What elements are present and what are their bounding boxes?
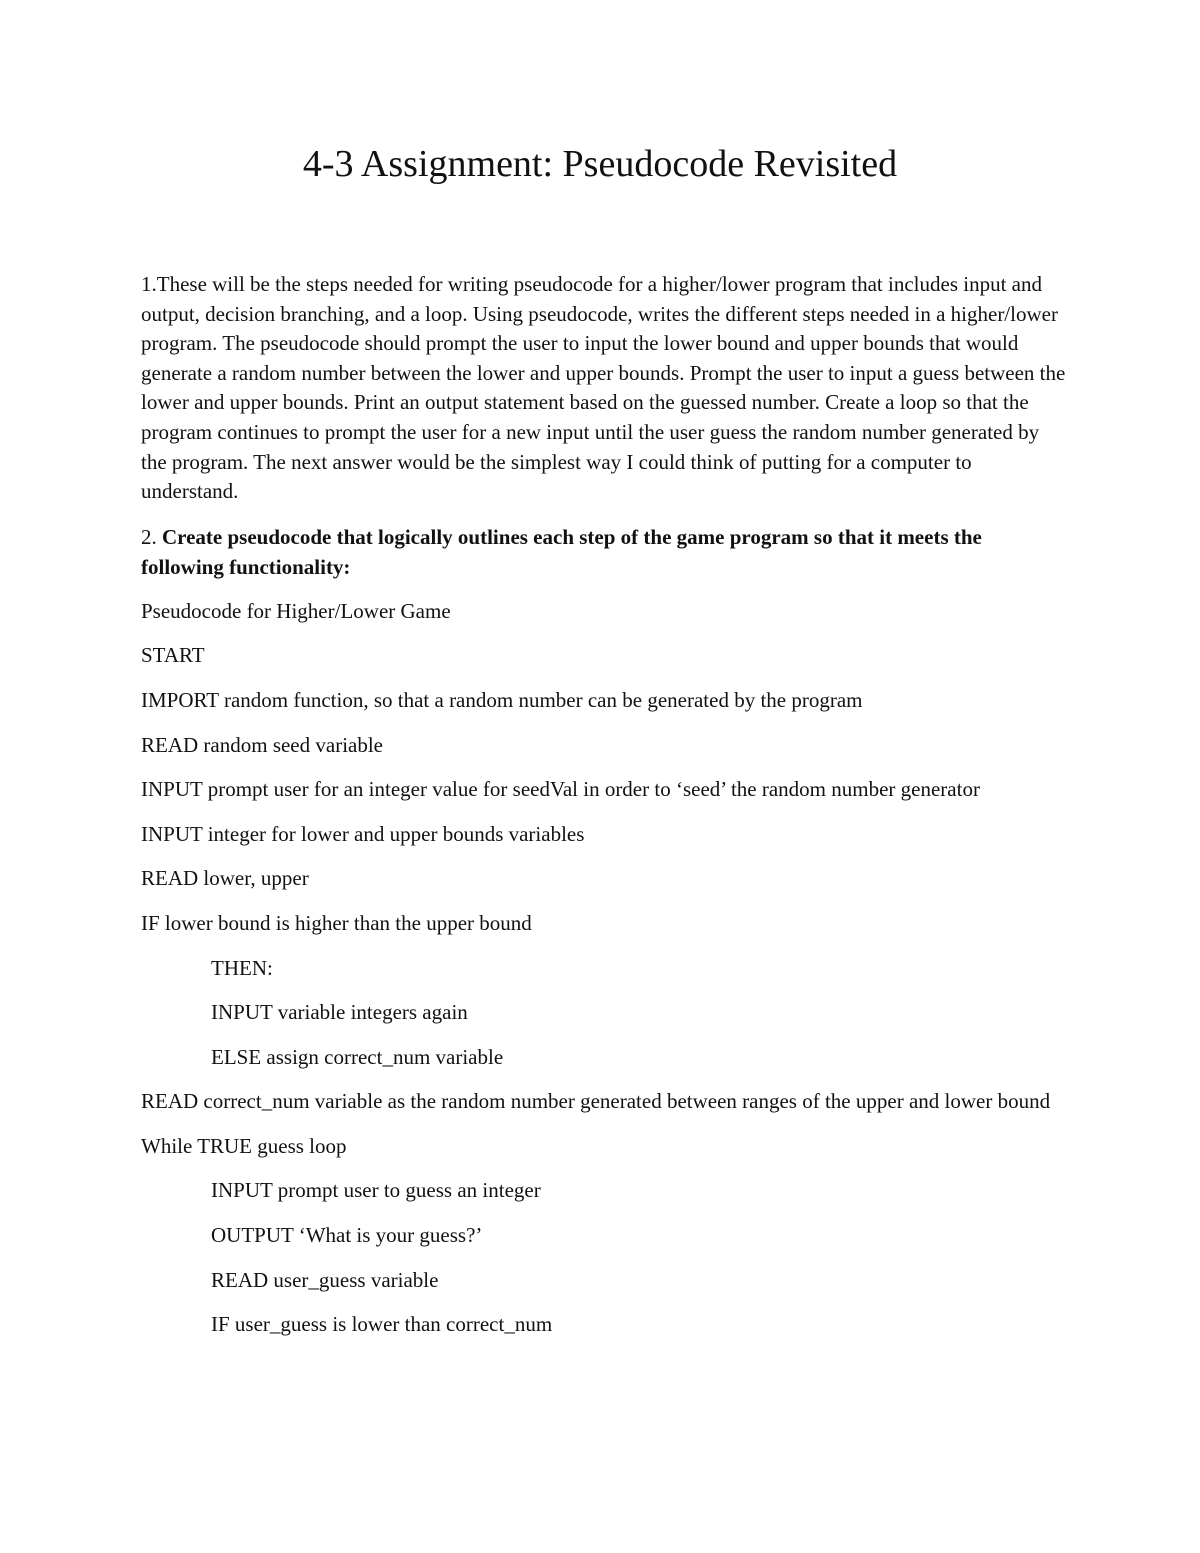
pseudocode-line-else: ELSE assign correct_num variable: [211, 1044, 504, 1069]
document-title: 4-3 Assignment: Pseudocode Revisited: [302, 143, 898, 185]
pseudocode-line-input-seed: INPUT prompt user for an integer value for seedVal in order to ‘seed’ the random number generator: [141, 777, 980, 802]
pseudocode-line-then: THEN:: [211, 955, 273, 980]
pseudocode-line-read-guess: READ user_guess variable: [211, 1267, 439, 1292]
pseudocode-heading: Pseudocode for Higher/Lower Game: [141, 598, 451, 623]
pseudocode-line-input-guess: INPUT prompt user to guess an integer: [211, 1178, 541, 1203]
pseudocode-line-import: IMPORT random function, so that a random number can be generated by the program: [141, 687, 863, 712]
intro-paragraph: 1.These will be the steps needed for writing pseudocode for a higher/lower program that includes input and output, decision branching, and a loop. Using pseudocode, writes the different steps needed in a higher/lower program. The pseudocode should prompt the user to input the lower bound and upper bounds that would generate a random number between the lower and upper bounds. Prompt the user to input a guess between the lower and upper bounds. Print an output statement based on the guessed number. Create a loop so that the program continues to prompt the user for a new input until the user guess the random number generated by the program. The next answer would be the simplest way I could think of putting for a computer to understand.: [141, 272, 1066, 504]
question-2-number: 2.: [141, 524, 157, 549]
pseudocode-line-while: While TRUE guess loop: [141, 1133, 347, 1158]
pseudocode-line-input-again: INPUT variable integers again: [211, 1000, 468, 1025]
pseudocode-line-output-guess: OUTPUT ‘What is your guess?’: [211, 1223, 483, 1248]
pseudocode-line-read-bounds: READ lower, upper: [141, 866, 309, 891]
pseudocode-line-start: START: [141, 643, 205, 668]
question-2-text: Create pseudocode that logically outlines each step of the game program so that it meets the following functionality:: [141, 524, 982, 579]
question-2: [141, 522, 1066, 582]
pseudocode-line-if-guess: IF user_guess is lower than correct_num: [211, 1312, 553, 1337]
pseudocode-line-read-seed: READ random seed variable: [141, 732, 384, 757]
pseudocode-line-read-correct-num: READ correct_num variable as the random number generated between ranges of the upper and lower bound: [141, 1089, 1051, 1114]
document-body: [141, 270, 1066, 1340]
pseudocode-line-if-bounds: IF lower bound is higher than the upper bound: [141, 910, 532, 935]
pseudocode-line-input-bounds: INPUT integer for lower and upper bounds variables: [141, 821, 585, 846]
